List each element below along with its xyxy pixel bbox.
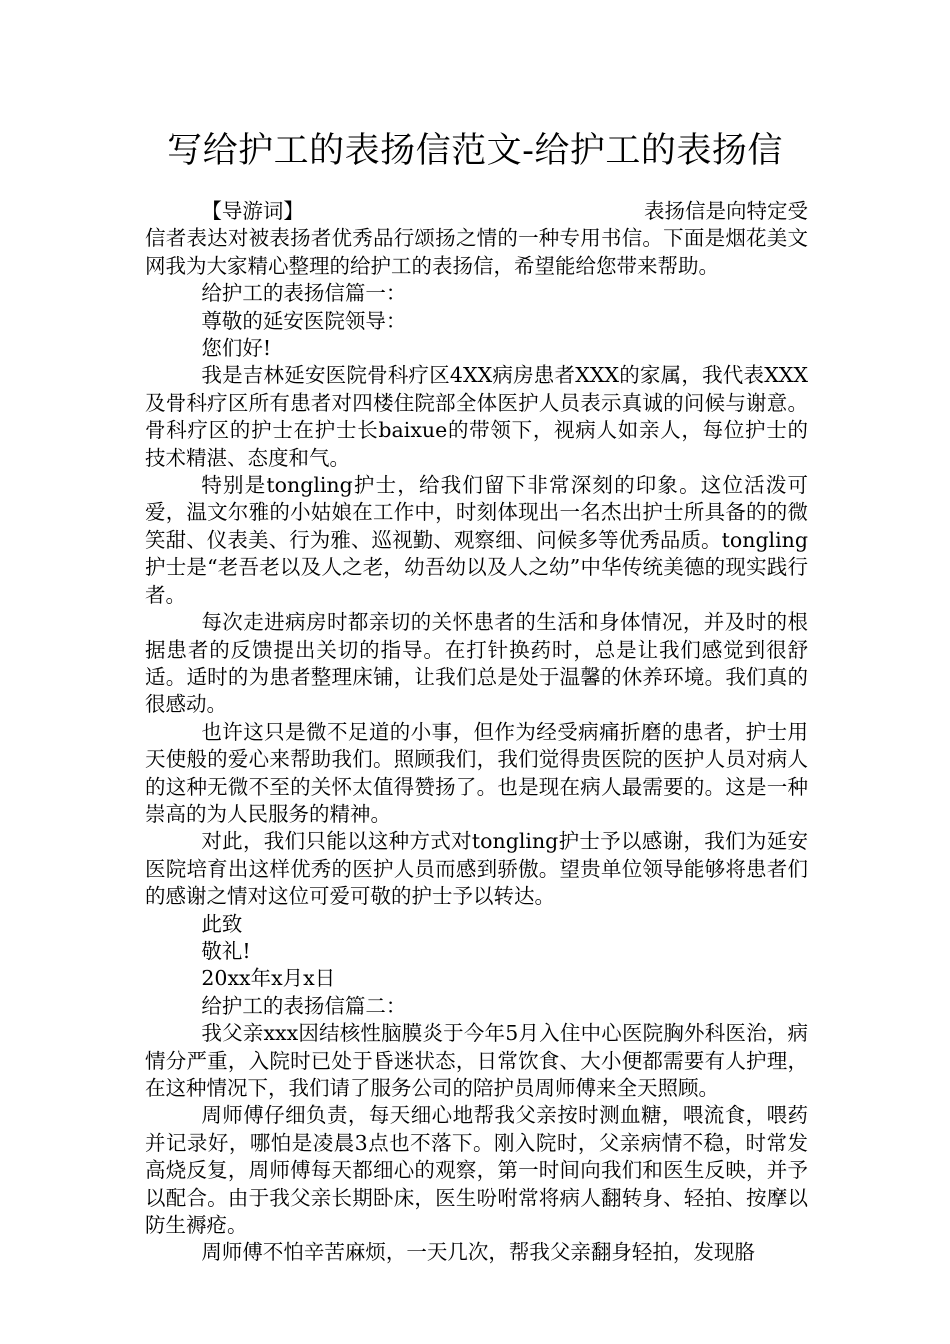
letter1-paragraph: 也许这只是微不足道的小事，但作为经受病痛折磨的患者，护士用天使般的爱心来帮助我们。照顾我们，我们觉得贵医院的医护人员对病人的这种无微不至的关怀太值得赞扬了。也是现在病人最需要的。这是一种崇高的为人民服务的精神。: [145, 719, 808, 826]
letter2-paragraph: 周师傅不怕辛苦麻烦，一天几次，帮我父亲翻身轻拍，发现胳: [201, 1240, 755, 1265]
letter2-paragraph: 周师傅仔细负责，每天细心地帮我父亲按时测血糖，喂流食，喂药并记录好，哪怕是凌晨3点也不落下。刚入院时，父亲病情不稳，时常发高烧反复，周师傅每天都细心的观察，第一时间向我们和医生反映，并予以配合。由于我父亲长期卧床，医生吩咐常将病人翻转身、轻拍、按摩以防生褥疮。: [145, 1103, 808, 1238]
letter1-paragraph: 对此，我们只能以这种方式对tongling护士予以感谢，我们为延安医院培育出这样优秀的医护人员而感到骄傲。望贵单位领导能够将患者们的感谢之情对这位可爱可敬的护士予以转达。: [145, 829, 808, 909]
letter1-closing-2: 敬礼!: [201, 938, 251, 963]
letter1-paragraph: 每次走进病房时都亲切的关怀患者的生活和身体情况，并及时的根据患者的反馈提出关切的指导。在打针换药时，总是让我们感觉到很舒适。适时的为患者整理床铺，让我们总是处于温馨的休养环境。我们真的很感动。: [145, 610, 808, 717]
letter1-paragraph: 我是吉林延安医院骨科疗区4XX病房患者XXX的家属，我代表XXX及骨科疗区所有患者对四楼住院部全体医护人员表示真诚的问候与谢意。骨科疗区的护士在护士长baixue的带领下，视病人如亲人，每位护士的技术精湛、态度和气。: [145, 363, 808, 470]
intro-lead: 表扬信是向特定受: [644, 199, 808, 223]
letter2-heading: 给护工的表扬信篇二：: [201, 993, 407, 1018]
intro-paragraph: 信者表达对被表扬者优秀品行颂扬之情的一种专用书信。下面是烟花美文网我为大家精心整理的给护工的表扬信，希望能给您带来帮助。: [145, 226, 808, 278]
document-title: 写给护工的表扬信范文-给护工的表扬信: [167, 131, 783, 171]
letter1-paragraph: 特别是tongling护士，给我们留下非常深刻的印象。这位活泼可爱，温文尔雅的小姑娘在工作中，时刻体现出一名杰出护士所具备的的微笑甜、仪表美、行为雅、巡视勤、观察细、问候多等优秀品质。tongling护士是“老吾老以及人之老，幼吾幼以及人之幼”中华传统美德的现实践行者。: [145, 473, 808, 607]
letter1-greeting: 您们好!: [201, 336, 272, 361]
document-body: [145, 198, 808, 1267]
letter1-date: 20xx年x月x日: [201, 966, 336, 991]
letter1-closing-1: 此致: [201, 911, 243, 936]
letter1-salutation: 尊敬的延安医院领导：: [201, 308, 407, 333]
letter2-paragraph: 我父亲xxx因结核性脑膜炎于今年5月入住中心医院胸外科医治，病情分严重，入院时已处于昏迷状态，日常饮食、大小便都需要有人护理，在这种情况下，我们请了服务公司的陪护员周师傅来全天照顾。: [145, 1021, 808, 1100]
intro-label: 【导游词】: [201, 199, 304, 223]
letter1-heading: 给护工的表扬信篇一：: [201, 281, 407, 306]
intro-line: [145, 198, 808, 225]
